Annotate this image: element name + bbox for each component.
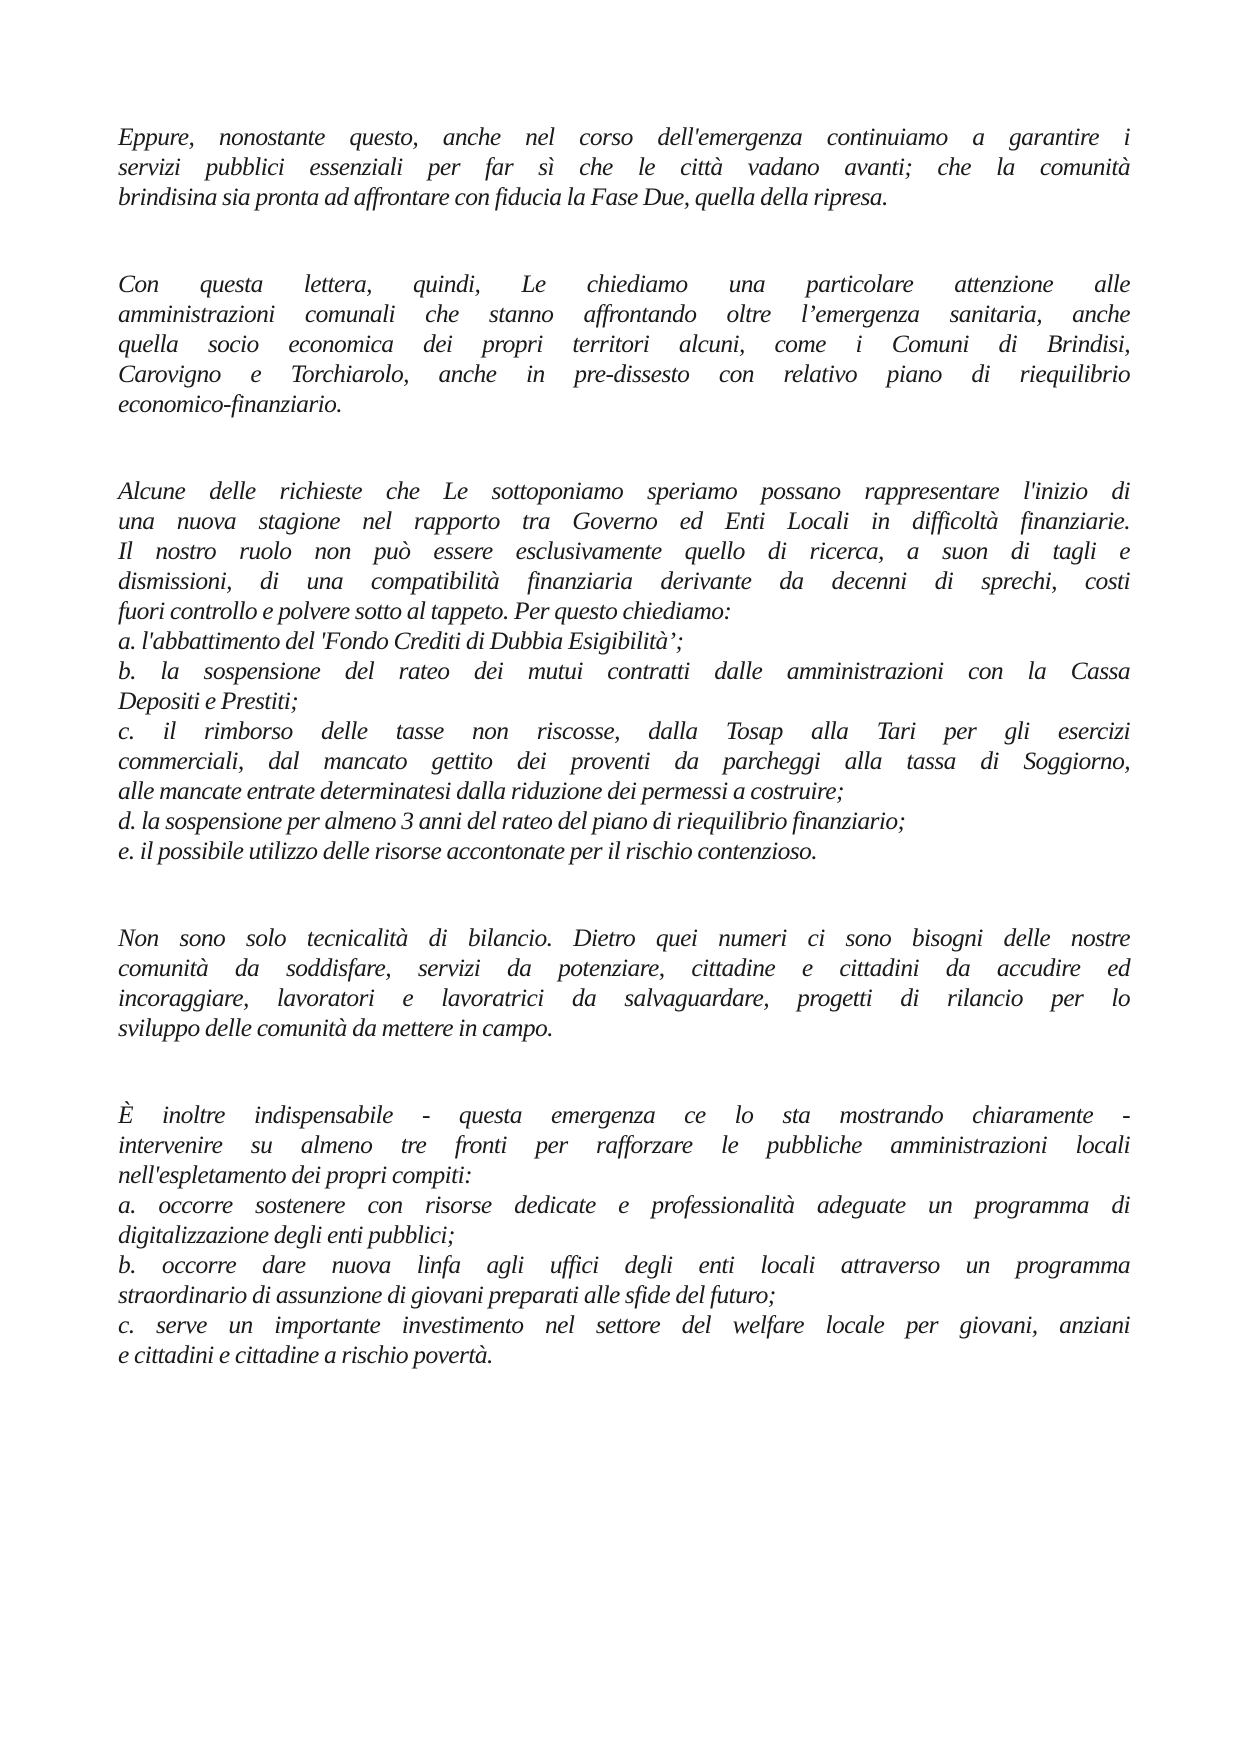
text-line: È inoltre indispensabile - questa emergenza ce lo sta mostrando chiaramente - <box>118 1100 1130 1129</box>
text-line: amministrazioni comunali che stanno affrontando oltre l’emergenza sanitaria, anche <box>118 299 1130 328</box>
paragraph-spacer <box>118 1043 1130 1100</box>
text-line: Il nostro ruolo non può essere esclusivamente quello di ricerca, a suon di tagli e <box>118 536 1130 565</box>
paragraph-three-fronts <box>118 1100 1130 1370</box>
letter-page <box>118 122 1130 1370</box>
list-item-d: d. la sospensione per almeno 3 anni del rateo del piano di riequilibrio finanziario; <box>118 806 906 835</box>
list-item-c: c. serve un importante investimento nel settore del welfare locale per giovani, anziani <box>118 1310 1130 1339</box>
paragraph-requests-list <box>118 476 1130 866</box>
list-item-a: a. l'abbattimento del 'Fondo Crediti di Dubbia Esigibilità’; <box>118 626 684 655</box>
text-line: Eppure, nonostante questo, anche nel corso dell'emergenza continuiamo a garantire i <box>118 122 1130 151</box>
paragraph-spacer <box>118 866 1130 923</box>
paragraph-spacer <box>118 419 1130 476</box>
text-line: Carovigno e Torchiarolo, anche in pre-dissesto con relativo piano di riequilibrio <box>118 359 1130 388</box>
text-line: economico-finanziario. <box>118 389 343 418</box>
text-line: sviluppo delle comunità da mettere in campo. <box>118 1013 553 1042</box>
text-line: nell'espletamento dei propri compiti: <box>118 1160 473 1189</box>
paragraph-not-only-technical <box>118 923 1130 1043</box>
list-item-e: e. il possibile utilizzo delle risorse accontonate per il rischio contenzioso. <box>118 836 817 865</box>
paragraph-intro <box>118 122 1130 212</box>
text-line: Alcune delle richieste che Le sottoponiamo speriamo possano rappresentare l'inizio di <box>118 476 1130 505</box>
text-line: Non sono solo tecnicalità di bilancio. Dietro quei numeri ci sono bisogni delle nostre <box>118 923 1130 952</box>
list-item-b: b. la sospensione del rateo dei mutui contratti dalle amministrazioni con la Cassa <box>118 656 1130 685</box>
paragraph-spacer <box>118 212 1130 269</box>
text-line: incoraggiare, lavoratori e lavoratrici da salvaguardare, progetti di rilancio per lo <box>118 983 1130 1012</box>
list-item-b-cont: Depositi e Prestiti; <box>118 686 299 715</box>
list-item-b: b. occorre dare nuova linfa agli uffici degli enti locali attraverso un programma <box>118 1250 1130 1279</box>
text-line: quella socio economica dei propri territori alcuni, come i Comuni di Brindisi, <box>118 329 1130 358</box>
text-line: comunità da soddisfare, servizi da potenziare, cittadine e cittadini da accudire ed <box>118 953 1130 982</box>
list-item-c-cont: alle mancate entrate determinatesi dalla riduzione dei permessi a costruire; <box>118 776 844 805</box>
list-item-b-cont: straordinario di assunzione di giovani preparati alle sfide del futuro; <box>118 1280 776 1309</box>
list-item-a: a. occorre sostenere con risorse dedicate e professionalità adeguate un programma di <box>118 1190 1130 1219</box>
text-line: fuori controllo e polvere sotto al tappeto. Per questo chiediamo: <box>118 596 732 625</box>
text-line: dismissioni, di una compatibilità finanziaria derivante da decenni di sprechi, costi <box>118 566 1130 595</box>
text-line: Con questa lettera, quindi, Le chiediamo una particolare attenzione alle <box>118 269 1130 298</box>
list-item-c: c. il rimborso delle tasse non riscosse, dalla Tosap alla Tari per gli esercizi <box>118 716 1130 745</box>
list-item-c-cont: commerciali, dal mancato gettito dei proventi da parcheggi alla tassa di Soggiorno, <box>118 746 1130 775</box>
list-item-c-cont: e cittadini e cittadine a rischio povertà. <box>118 1340 493 1369</box>
text-line: intervenire su almeno tre fronti per rafforzare le pubbliche amministrazioni locali <box>118 1130 1130 1159</box>
text-line: una nuova stagione nel rapporto tra Governo ed Enti Locali in difficoltà finanziarie. <box>118 506 1130 535</box>
paragraph-request-attention <box>118 269 1130 419</box>
text-line: brindisina sia pronta ad affrontare con fiducia la Fase Due, quella della ripresa. <box>118 182 888 211</box>
text-line: servizi pubblici essenziali per far sì che le città vadano avanti; che la comunità <box>118 152 1130 181</box>
list-item-a-cont: digitalizzazione degli enti pubblici; <box>118 1220 455 1249</box>
